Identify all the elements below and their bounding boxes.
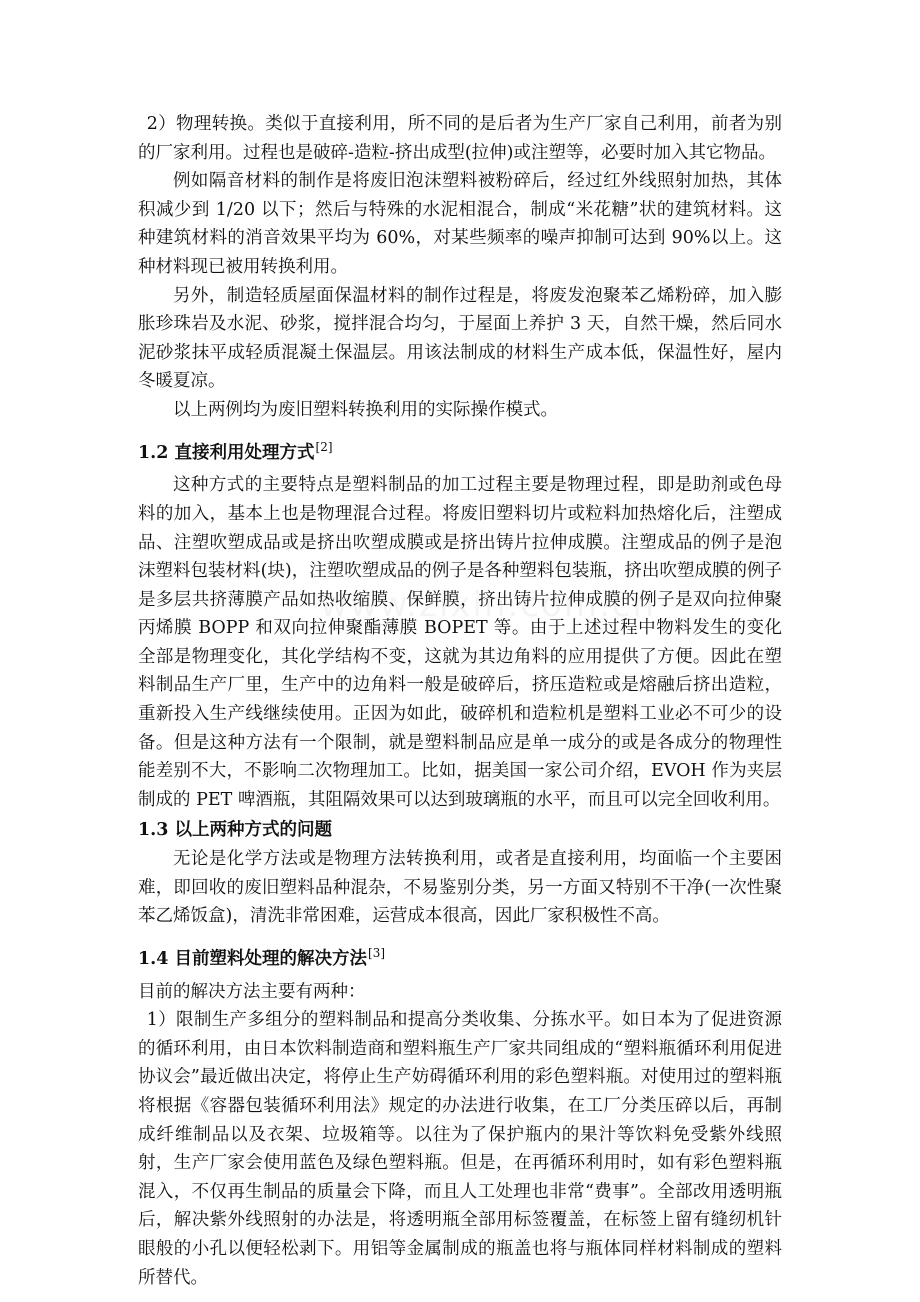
section-body-1-2: 这种方式的主要特点是塑料制品的加工过程主要是物理过程，即是助剂或色母料的加入，基本上也是物理混合过程。将废旧塑料切片或粒料加热熔化后，注塑成品、注塑吹塑成品或是挤出吹塑成膜或是挤出铸片拉伸成膜。注塑成品的例子是泡沫塑料包装材料(块)，注塑吹塑成品的例子是各种塑料包装瓶，挤出吹塑成膜的例子是多层共挤薄膜产品如热收缩膜、保鲜膜，挤出铸片拉伸成膜的例子是双向拉伸聚丙烯膜 BOPP 和双向拉伸聚酯薄膜 BOPET 等。由于上述过程中物料发生的变化全部是物理变化，其化学结构不变，这就为其边角料的应用提供了方便。因此在塑料制品生产厂里，生产中的边角料一般是破碎后，挤压造粒或是熔融后挤出造粒，重新投入生产线继续使用。正因为如此，破碎机和造粒机是塑料工业必不可少的设备。但是这种方法有一个限制，就是塑料制品应是单一成分的或是各成分的物理性能差别不大，不影响二次物理加工。比如，据美国一家公司介绍，EVOH 作为夹层制成的 PET 啤酒瓶，其阻隔效果可以达到玻璃瓶的水平，而且可以完全回收利用。 bbox=[138, 475, 782, 810]
paragraph-soundproof-example: 例如隔音材料的制作是将废旧泡沫塑料被粉碎后，经过红外线照射加热，其体积减少到 1/20 以下；然后与特殊的水泥相混合，制成“米花糖”状的建筑材料。这种建筑材料的消音效果平均为 60%，对某些频率的噪声抑制可达到 90%以上。这种材料现已被用转换利用。 bbox=[138, 171, 782, 277]
watermark-text bbox=[320, 585, 656, 625]
section-title-1-4: 1.4 目前塑料处理的解决方法 bbox=[138, 949, 368, 969]
citation-3: [3] bbox=[368, 945, 386, 960]
citation-2: [2] bbox=[315, 439, 333, 454]
paragraph-insulation-example: 另外，制造轻质屋面保温材料的制作过程是，将废发泡聚苯乙烯粉碎，加入膨胀珍珠岩及水泥、砂浆，搅拌混合均匀，于屋面上养护 3 天，自然干燥，然后同水泥砂浆抹平成轻质混凝土保温层。用该法制成的材料生产成本低，保温性好，屋内冬暖夏凉。 bbox=[138, 285, 782, 392]
section-intro-1-4: 目前的解决方法主要有两种： bbox=[138, 981, 366, 1002]
section-heading-1-2 bbox=[138, 433, 782, 468]
section-body-1-3: 无论是化学方法或是物理方法转换利用，或者是直接利用，均面临一个主要困难，即回收的废旧塑料品种混杂，不易鉴别分类，另一方面又特别不干净(一次性聚苯乙烯饭盒)，清洗非常困难，运营成本很高，因此厂家积极性不高。 bbox=[138, 849, 782, 927]
section-heading-1-3: 1.3 以上两种方式的问题 bbox=[138, 820, 333, 841]
section-heading-1-4 bbox=[138, 939, 782, 974]
section-title-1-2: 1.2 直接利用处理方式 bbox=[138, 442, 315, 463]
paragraph-physical-conversion: 2）物理转换。类似于直接利用，所不同的是后者为生产厂家自己利用，前者为别的厂家利用。过程也是破碎-造粒-挤出成型(拉伸)或注塑等，必要时加入其它物品。 bbox=[138, 114, 782, 163]
list-item-1: 1）限制生产多组分的塑料制品和提高分类收集、分拣水平。如日本为了促进资源的循环利用，由日本饮料制造商和塑料瓶生产厂家共同组成的“塑料瓶循环利用促进协议会”最近做出决定，将停止生产妨碍循环利用的彩色塑料瓶。对使用过的塑料瓶将根据《容器包装循环利用法》规定的办法进行收集，在工厂分类压碎以后，再制成纤维制品以及衣架、垃圾箱等。以往为了保护瓶内的果汁等饮料免受紫外线照射，生产厂家会使用蓝色及绿色塑料瓶。但是，在再循环利用时，如有彩色塑料瓶混入，不仅再生制品的质量会下降，而且人工处理也非常“费事”。全部改用透明瓶后，解决紫外线照射的办法是，将透明瓶全部用标签覆盖，在标签上留有缝纫机针眼般的小孔以便轻松剥下。用铝等金属制成的瓶盖也将与瓶体同样材料制成的塑料所替代。 bbox=[138, 1010, 782, 1288]
paragraph-summary: 以上两例均为废旧塑料转换利用的实际操作模式。 bbox=[173, 399, 558, 420]
